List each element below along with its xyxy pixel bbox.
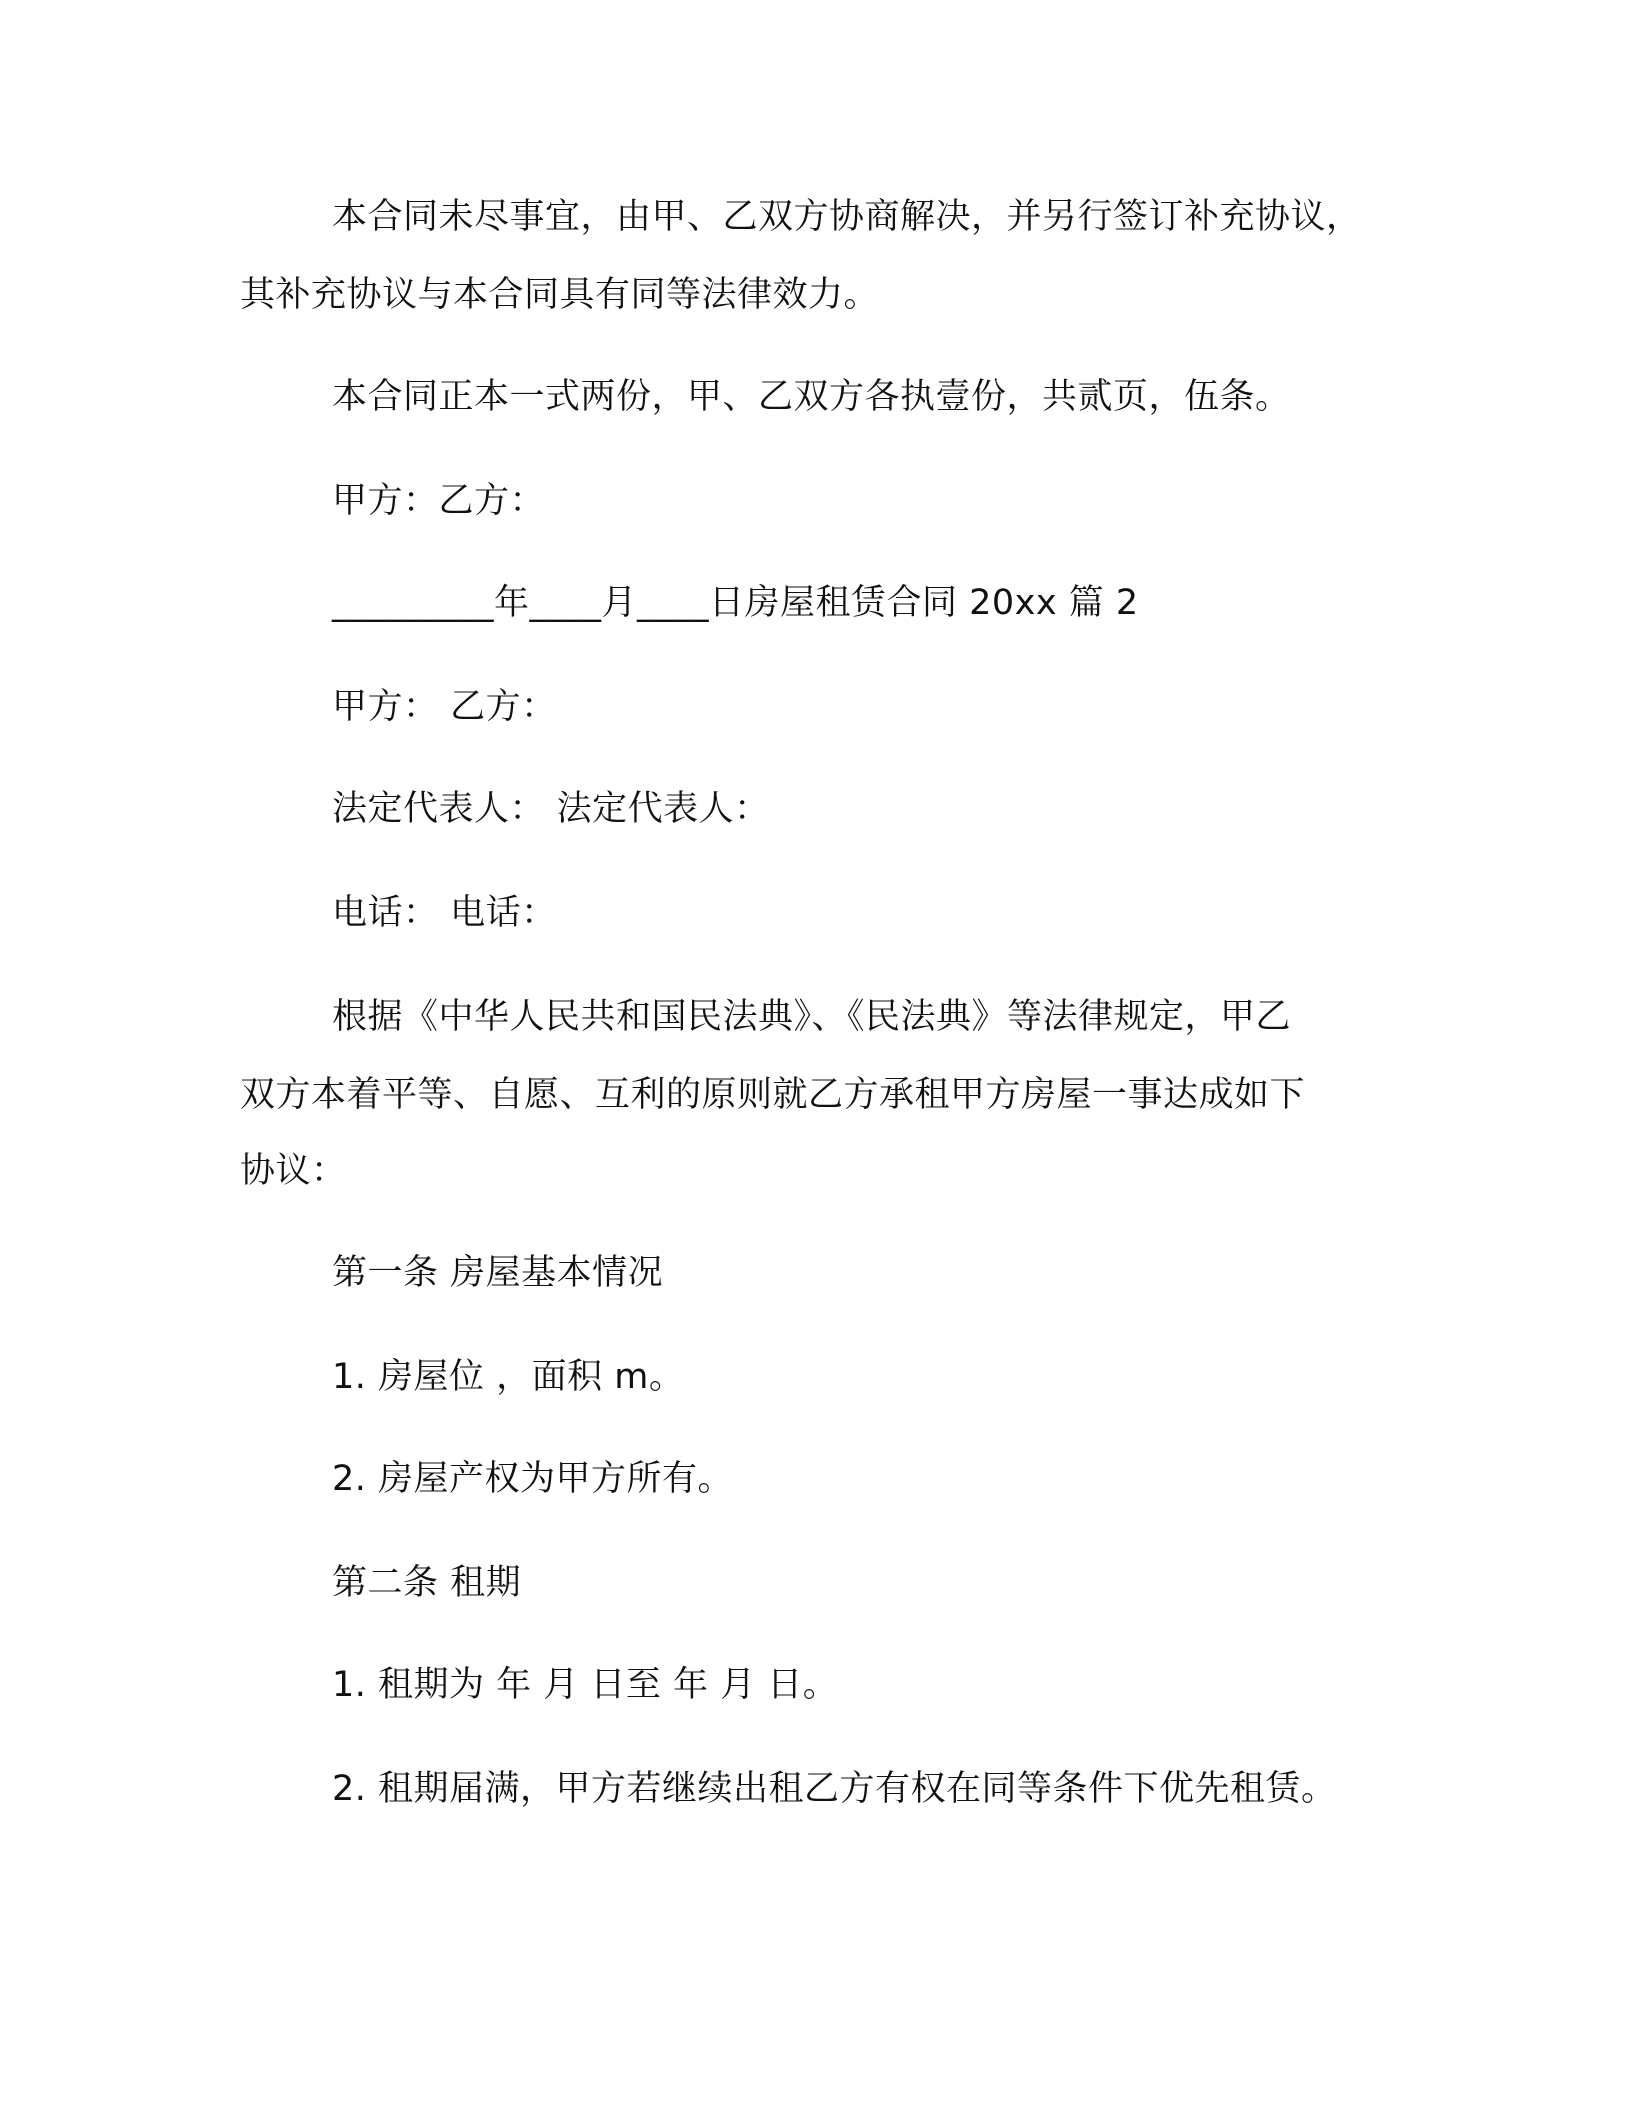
phone-labels: 电话： 电话：	[332, 893, 557, 933]
article-2-heading: 第二条 租期	[332, 1563, 522, 1603]
article-2-item-2: 2. 租期届满，甲方若继续出租乙方有权在同等条件下优先租赁。	[332, 1769, 1337, 1809]
paragraph-supplementary-line-2: 其补充协议与本合同具有同等法律效力。	[240, 275, 880, 315]
article-1-heading: 第一条 房屋基本情况	[332, 1253, 664, 1293]
article-1-item-1: 1. 房屋位 ，面积 m。	[332, 1357, 685, 1397]
date-and-contract-title: _________年____月____日房屋租赁合同 20xx 篇 2	[332, 583, 1139, 623]
paragraph-copies: 本合同正本一式两份，甲、乙双方各执壹份，共贰页，伍条。	[332, 377, 1291, 417]
article-2-item-1: 1. 租期为 年 月 日至 年 月 日。	[332, 1665, 839, 1705]
legal-basis-line-2: 双方本着平等、自愿、互利的原则就乙方承租甲方房屋一事达成如下	[240, 1075, 1306, 1115]
legal-basis-line-1: 根据《中华人民共和国民法典》、《民法典》等法律规定，甲乙	[332, 997, 1292, 1037]
legal-basis-line-3: 协议：	[240, 1151, 347, 1191]
article-1-item-2: 2. 房屋产权为甲方所有。	[332, 1459, 734, 1499]
paragraph-supplementary-line-1: 本合同未尽事宜，由甲、乙双方协商解决，并另行签订补充协议，	[332, 197, 1362, 237]
signature-parties: 甲方：乙方：	[332, 481, 546, 521]
party-labels: 甲方： 乙方：	[332, 687, 557, 727]
legal-representatives: 法定代表人： 法定代表人：	[332, 789, 770, 829]
